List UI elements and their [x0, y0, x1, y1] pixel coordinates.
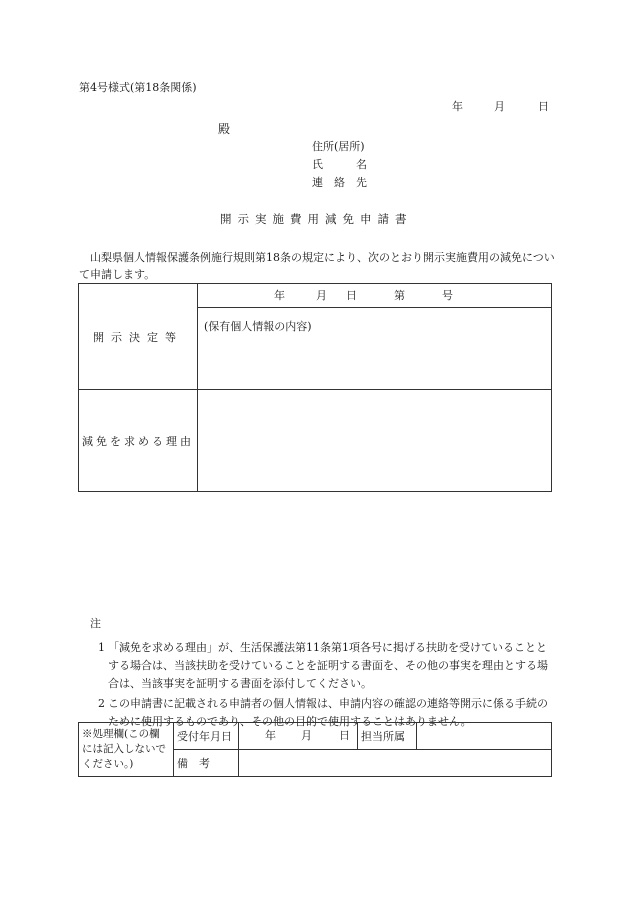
reason-label-cell	[79, 390, 198, 492]
received-date-cell	[239, 723, 358, 750]
date-month: 月	[494, 100, 505, 113]
applicant-contact-label: 連 絡 先	[312, 176, 367, 189]
dept-value-cell	[417, 723, 552, 750]
dept-label-cell	[358, 723, 417, 750]
main-table	[78, 283, 552, 492]
addressee-suffix: 殿	[218, 122, 231, 136]
disclosure-date-cell	[198, 284, 552, 308]
received-label-cell	[174, 723, 239, 750]
note-number: 1	[98, 641, 105, 654]
date-day: 日	[538, 100, 549, 113]
disclosure-label-cell	[79, 284, 198, 390]
disclosure-label: 開示決定等	[93, 330, 183, 344]
info-content-label: (保有個人情報の内容)	[204, 320, 312, 333]
notes-heading: 注	[90, 617, 101, 630]
reason-label: 減免を求める理由	[82, 434, 194, 448]
info-content-cell	[198, 308, 552, 390]
office-use-note	[79, 723, 174, 777]
applicant-name-label: 氏 名	[312, 158, 367, 171]
disclosure-year: 年	[274, 288, 285, 302]
received-year: 年	[265, 729, 276, 742]
received-day: 日	[339, 729, 350, 742]
note-text: この申請書に記載される申請者の個人情報は、申請内容の確認の連絡等開示に係る手続のために使用するものであり、その他の目的で使用することはありません。	[108, 697, 548, 728]
applicant-address-label: 住所(居所)	[312, 140, 365, 153]
disclosure-no-suffix: 号	[442, 288, 453, 302]
note-text: 「減免を求める理由」が、生活保護法第11条第1項各号に掲げる扶助を受けていることとする場合は、当該扶助を受けていることを証明する書面を、その他の事実を理由とする場合は、当該事実を証明する書面を添付してください。	[108, 641, 548, 690]
dept-label: 担当所属	[361, 730, 405, 743]
office-use-note-text: ※処理欄(この欄には記入しないでください。)	[82, 728, 166, 770]
disclosure-no-prefix: 第	[394, 288, 405, 302]
received-month: 月	[301, 729, 312, 742]
received-label: 受付年月日	[177, 730, 232, 743]
remarks-label: 備 考	[177, 757, 210, 770]
note-number: 2	[98, 697, 105, 710]
applicant-block	[312, 140, 367, 194]
date-year: 年	[452, 100, 463, 113]
application-date	[452, 101, 549, 112]
remarks-label-cell	[174, 750, 239, 777]
intro-text: 山梨県個人情報保護条例施行規則第18条の規定により、次のとおり開示実施費用の減免について申請します。	[79, 251, 555, 281]
remarks-value-cell	[239, 750, 552, 777]
note-item	[82, 639, 556, 693]
disclosure-month: 月	[316, 288, 327, 302]
form-title: 開示実施費用減免申請書	[220, 212, 413, 226]
disclosure-day: 日	[346, 288, 357, 302]
notes-section	[82, 615, 556, 731]
form-number: 第4号様式(第18条関係)	[79, 81, 197, 94]
office-use-table	[78, 722, 552, 777]
reason-input-cell	[198, 390, 552, 492]
